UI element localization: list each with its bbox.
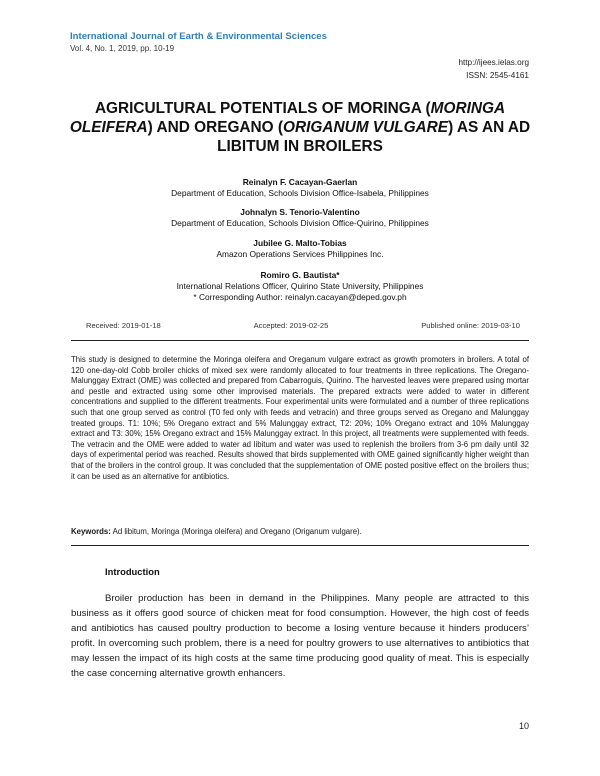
- author-affiliation: International Relations Officer, Quirino State University, Philippines: [176, 281, 424, 291]
- keywords-label: Keywords:: [71, 527, 111, 536]
- corresponding-author: * Corresponding Author: reinalyn.cacayan@deped.gov.ph: [193, 292, 407, 302]
- submission-dates: [86, 321, 520, 330]
- author-affiliation: Amazon Operations Services Philippines Inc.: [216, 249, 384, 259]
- title-part-2: ) AND OREGANO (: [147, 119, 284, 136]
- section-heading: Introduction: [105, 566, 160, 577]
- abstract: This study is designed to determine the Moringa oleifera and Oreganum vulgare extract as growth promoters in broilers. A total of 120 one-day-old Cobb broiler chicks of mixed sex were randomly allocated to four treatments in three replications. The Oregano-Malunggay Extract (OME) was collected and prepared from Cabarroguis, Quirino. The harvested leaves were prepared using mortar and pestle and extracted using some other improvised materials. The prepared extracts were added to water in different concentrations and supplied to the different treatments. Four experimental units were formulated and a number of three replications such that one group served as control (T0 fed only with feeds and vetracin) and three groups served as Oregano and Malunggay treated groups. T1: 10%; 5% Oregano extract and 5% Malunggay extract, T2: 20%; 10% Oregano extract and 10% Malunggay extract and T3: 30%; 15% Oregano extract and 15% Malunggay extract. In this project, all treatments were supplemented with feeds. The vetracin and the OME were added to water ad libitum and water was used to replenish the broilers from 3-6 pm daily until 32 days of experimental period was reached. Results showed that birds supplemented with OME gained significantly higher weight than that of the broilers in the control group. It was concluded that the supplementation of OME posted positive effect on the broilers thus; it can be used as an alternative for antibiotics.: [71, 355, 529, 481]
- issn: ISSN: 2545-4161: [466, 71, 529, 80]
- volume-info: Vol. 4, No. 1, 2019, pp. 10-19: [70, 44, 175, 53]
- keywords: [71, 527, 529, 536]
- author-block: [0, 177, 600, 199]
- title-italic-1: MORINGA OLEIFERA: [69, 100, 506, 136]
- author-block: [0, 270, 600, 303]
- page-number: 10: [518, 721, 529, 731]
- journal-url[interactable]: http://ijees.ielas.org: [458, 58, 529, 67]
- title-part-1: AGRICULTURAL POTENTIALS OF MORINGA (: [94, 100, 431, 117]
- author-name: Reinalyn F. Cacayan-Gaerlan: [242, 177, 358, 187]
- received-date: Received: 2019-01-18: [86, 321, 161, 330]
- divider: [71, 545, 529, 546]
- divider: [71, 340, 529, 341]
- author-name: Romiro G. Bautista*: [260, 270, 340, 280]
- author-block: [0, 238, 600, 260]
- title-italic-2: ORIGANUM VULGARE: [283, 119, 449, 136]
- published-date: Published online: 2019-03-10: [421, 321, 520, 330]
- paper-title: [60, 99, 540, 156]
- author-affiliation: Department of Education, Schools Division Office-Isabela, Philippines: [171, 188, 429, 198]
- author-name: Johnalyn S. Tenorio-Valentino: [240, 207, 360, 217]
- author-affiliation: Department of Education, Schools Division Office-Quirino, Philippines: [171, 218, 429, 228]
- author-name: Jubilee G. Malto-Tobias: [253, 238, 347, 248]
- accepted-date: Accepted: 2019-02-25: [253, 321, 329, 330]
- title-part-3: ) AS AN AD LIBITUM IN BROILERS: [217, 119, 531, 155]
- journal-name: International Journal of Earth & Environmental Sciences: [70, 31, 327, 42]
- author-block: [0, 207, 600, 229]
- keywords-text: Ad libitum, Moringa (Moringa oleifera) and Oregano (Origanum vulgare).: [112, 527, 362, 536]
- section-body: Broiler production has been in demand in the Philippines. Many people are attracted to this business as it offers good source of chicken meat for food consumption. However, the high cost of feeds and antibiotics has caused poultry production to become a losing venture because it hinders producers’ profit. In overcoming such problem, there is a need for poultry growers to use alternatives to antibiotics that may lessen the impact of its high costs at the same time producing good quality of meat. This is especially the case concerning alternative growth enhancers.: [71, 593, 529, 679]
